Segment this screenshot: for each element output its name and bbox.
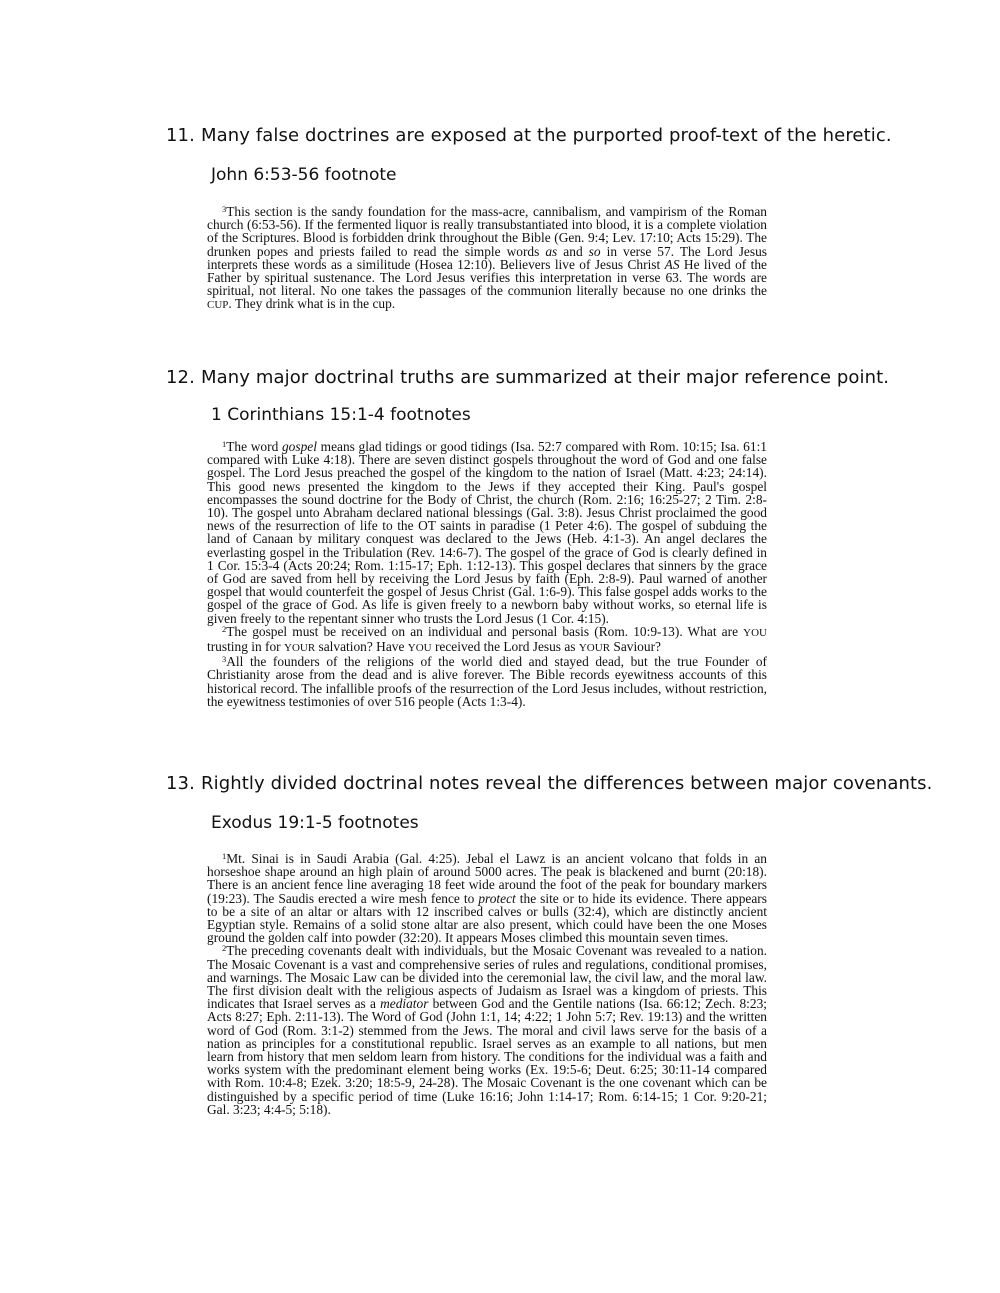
italic-text: AS (664, 256, 680, 272)
footnotes (207, 205, 767, 313)
footnote-marker: 3 (222, 204, 227, 214)
footnote-3 (207, 205, 767, 313)
section-heading-text: Many false doctrines are exposed at the purported proof-text of the heretic. (201, 125, 892, 146)
footnotes (207, 440, 767, 708)
footnote-text: All the founders of the religions of the world died and stayed dead, but the true Founder of Christianity arose from the dead and is alive forever. The Bible records eyewitness accounts of this historical record. The infallible proofs of the resurrection of the Lord Jesus includes, without restriction, the eyewitness testimonies of over 516 people (Acts 1:3-4). (207, 654, 767, 709)
footnote-marker: 2 (222, 623, 227, 634)
footnote-text: and (557, 243, 589, 259)
italic-text: mediator (380, 996, 429, 1012)
section-number: 13. (166, 773, 195, 794)
footnotes (207, 852, 767, 1116)
small-caps-text: CUP (207, 299, 229, 312)
footnote-1 (207, 852, 767, 944)
section-heading-text: Rightly divided doctrinal notes reveal the differences between major covenants. (201, 773, 933, 794)
footnote-text: The gospel must be received on an individual and personal basis (Rom. 10:9-13). What are (226, 623, 744, 639)
italic-text: as (545, 243, 558, 259)
section-number: 11. (166, 125, 195, 146)
footnote-text: This section is the sandy foundation for the mass-acre, cannibalism, and vampirism of the Roman church (6:53-56). If the fermented liquor is really transubstantiated into blood, it is a complete violation of the Scriptures. Blood is forbidden drink throughout the Bible (Gen. 9:4; Lev. 17:10; Acts 15:29). The drunken popes and priests failed to read the simple words (207, 204, 767, 259)
footnote-text: Mt. Sinai is in Saudi Arabia (Gal. 4:25). Jebal el Lawz is an ancient volcano that folds in an horseshoe shape around an high plain of around 5000 acres. The peak is blackened and burnt (20:18). There is an ancient fence line averaging 18 feet wide around the foot of the peak for boundary markers (19:23). The Saudis erected a wire mesh fence to (207, 851, 767, 906)
footnote-text: The word (226, 439, 282, 454)
small-caps-text: YOU (743, 626, 767, 639)
footnote-text: trusting in for (207, 639, 284, 655)
footnote-text: The preceding covenants dealt with individuals, but the Mosaic Covenant was revealed to a nation. The Mosaic Covenant is a vast and comprehensive series of rules and regulations, conditional promises, and warnings. The Mosaic Law can be divided into the ceremonial law, the civil law, and the moral law. The first division dealt with the religious aspects of Judaism as Israel was a kingdom of priests. This indicates that Israel serves as a (207, 943, 767, 1012)
italic-text: gospel (281, 439, 317, 454)
footnote-3 (207, 655, 767, 708)
footnote-text: received the Lord Jesus as (431, 639, 579, 655)
scripture-reference: Exodus 19:1-5 footnotes (211, 813, 419, 833)
footnote-marker: 2 (222, 943, 227, 954)
footnote-2 (207, 625, 767, 655)
section-heading (166, 125, 892, 146)
italic-text: protect (478, 890, 516, 906)
small-caps-text: YOU (407, 642, 432, 655)
footnote-1 (207, 440, 767, 625)
footnote-marker: 1 (222, 439, 227, 449)
section-number: 12. (166, 367, 195, 388)
small-caps-text: YOUR (578, 642, 611, 655)
footnote-marker: 1 (222, 851, 227, 861)
footnote-text: salvation? Have (315, 639, 408, 655)
small-caps-text: YOUR (284, 642, 316, 655)
footnote-text: . They drink what is in the cup. (228, 296, 396, 312)
section-heading (166, 773, 932, 794)
footnote-text: means glad tidings or good tidings (Isa. 52:7 compared with Rom. 10:15; Isa. 61:1 compared with Luke 4:18). There are seven distinct gospels throughout the word of God and one false gospel. The Lord Jesus preached the gospel of the kingdom to the nation of Israel (Matt. 4:23; 24:14). This good news presented the kingdom to the Jews if they accepted their King. Paul's gospel encompasses the sound doctrine for the Body of Christ, the church (Rom. 2:16; 16:25-27; 2 Tim. 2:8-10). The gospel unto Abraham declared national blessings (Gal. 3:8). Jesus Christ proclaimed the good news of the resurrection of life to the OT saints in paradise (1 Peter 4:6). The gospel of subduing the land of Canaan by military conquest was declared to the Jews (Heb. 4:1-3). An angel declares the everlasting gospel in the Tribulation (Rev. 14:6-7). The gospel of the grace of God is clearly defined in 1 Cor. 15:3-4 (Acts 20:24; Rom. 1:15-17; Eph. 1:12-13). This gospel declares that sinners by the grace of God are saved from hell by receiving the Lord Jesus by faith (Eph. 2:8-9). Paul warned of another gospel that would counterfeit the gospel of Jesus Christ (Gal. 1:6-9). This false gospel adds works to the gospel of the grace of God. As life is given freely to a newborn baby without works, so eternal life is given freely to the repentant sinner who trusts the Lord Jesus (1 Cor. 4:15). (207, 439, 767, 626)
italic-text: so (588, 243, 601, 259)
section-heading-text: Many major doctrinal truths are summarized at their major reference point. (201, 367, 890, 388)
footnote-text: He lived of the Father by spiritual sustenance. The Lord Jesus verifies this interpretation in verse 63. The words are spiritual, not literal. No one takes the passages of the communion literally because no one drinks the (207, 256, 767, 299)
section-heading (166, 367, 889, 388)
footnote-text: Saviour? (610, 639, 661, 655)
footnote-text: the site or to hide its evidence. There appears to be a site of an altar or altars with 12 inscribed calves or bulls (32:4), which are distinctly ancient Egyptian style. Remains of a solid stone altar are also present, which could have been the one Moses ground the golden calf into powder (32:20). It appears Moses climbed this mountain seven times. (207, 890, 767, 946)
footnote-2 (207, 944, 767, 1116)
footnote-text: in verse 57. The Lord Jesus interprets these words as a similitude (Hosea 12:10). Believers live of Jesus Christ (207, 243, 767, 272)
footnote-marker: 3 (222, 654, 227, 665)
scripture-reference: 1 Corinthians 15:1-4 footnotes (211, 405, 471, 425)
footnote-text: between God and the Gentile nations (Isa. 66:12; Zech. 8:23; Acts 8:27; Eph. 2:11-13). The Word of God (John 1:1, 14; 4:22; 1 John 5:7; Rev. 19:13) and the written word of God (Rom. 3:1-2) stemmed from the Jews. The moral and civil laws serve for the basis of a nation as principles for a constitutional republic. Israel serves as an example to all nations, but men learn from history that men seldom learn from history. The conditions for the individual was a faith and works system with the predominant element being works (Ex. 19:5-6; Deut. 6:25; 30:11-14 compared with Rom. 10:4-8; Ezek. 3:20; 18:5-9, 24-28). The Mosaic Covenant is the one covenant which can be distinguished by a specific period of time (Luke 16:16; John 1:14-17; Rom. 6:14-15; 1 Cor. 9:20-21; Gal. 3:23; 4:4-5; 5:18). (207, 996, 768, 1117)
scripture-reference: John 6:53-56 footnote (211, 165, 397, 185)
